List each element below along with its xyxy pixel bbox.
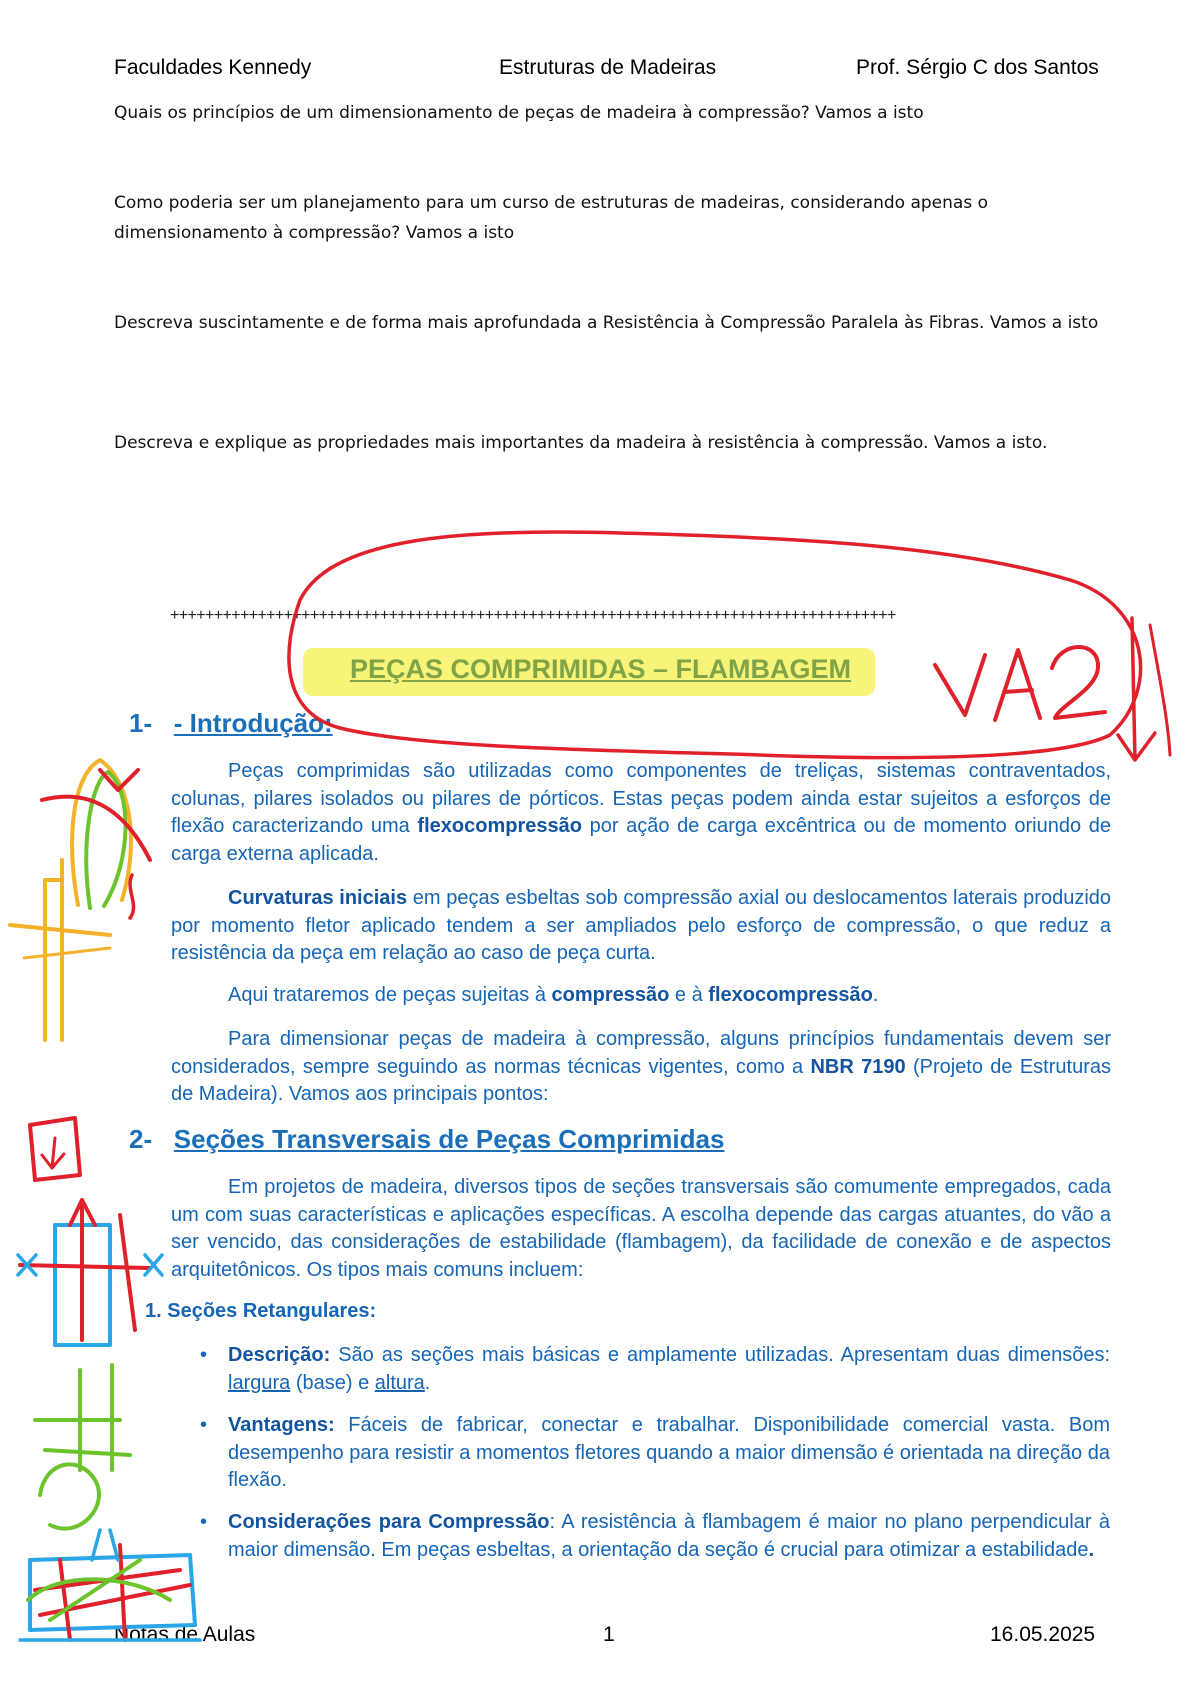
header-professor: Prof. Sérgio C dos Santos xyxy=(856,56,1099,79)
footer-page-number: 1 xyxy=(603,1623,615,1646)
footer-date: 16.05.2025 xyxy=(990,1623,1096,1646)
intro-paragraph-2: Curvaturas iniciais em peças esbeltas sob compressão axial ou deslocamentos laterais produzido por momento fletor aplicado tendem a ser ampliados pelo esforço de compressão, o que reduz a resistência da peça em relação ao caso de peça curta. xyxy=(171,887,1112,964)
va2-letter-v xyxy=(935,655,985,715)
red-arch-sketch xyxy=(42,770,150,860)
question-3: Descreva suscintamente e de forma mais aprofundada a Resistência à Compressão Paralela às Fibras. Vamos a isto xyxy=(114,313,1099,333)
section-2-number: 2- xyxy=(129,1124,153,1154)
bullet-icon: • xyxy=(200,1511,208,1533)
red-column-sketch xyxy=(20,1200,150,1340)
bullet-advantages: Vantagens: Fáceis de fabricar, conectar e trabalhar. Disponibilidade comercial vasta. Bom desempenho para resistir a momentos fletores quando a maior dimensão é orientada na direção da flexão. xyxy=(228,1414,1110,1491)
separator-line: +++++++++++++++++++++++++++++++++++++++++++++++++++++++++++++++++++++++++++++++++++ xyxy=(170,607,896,624)
header-course: Estruturas de Madeiras xyxy=(499,56,717,79)
question-4: Descreva e explique as propriedades mais importantes da madeira à resistência à compressão. Vamos a isto. xyxy=(114,433,1048,453)
header-institution: Faculdades Kennedy xyxy=(114,56,312,79)
bullet-icon: • xyxy=(200,1414,208,1436)
page-title: PEÇAS COMPRIMIDAS – FLAMBAGEM xyxy=(350,654,852,684)
footer-notes: Notas de Aulas xyxy=(114,1623,256,1646)
bullet-icon: • xyxy=(200,1344,208,1366)
va2-letter-a xyxy=(995,650,1040,720)
section-1-number: 1- xyxy=(129,708,153,738)
intro-paragraph-1: Peças comprimidas são utilizadas como componentes de treliças, sistemas contraventados, colunas, pilares isolados ou pilares de pórticos. Estas peças podem ainda estar sujeitos a esforços de flexão caracterizando uma flexocompressão por ação de carga excêntrica ou de momento oriundo de carga externa aplicada. xyxy=(171,760,1111,865)
question-1: Quais os princípios de um dimensionamento de peças de madeira à compressão? Vamos a isto xyxy=(114,103,924,123)
va2-digit-2 xyxy=(1052,647,1105,718)
bullet-compression: Considerações para Compressão: A resistência à flambagem é maior no plano perpendicular à maior dimensão. Em peças esbeltas, a orientação da seção é crucial para otimizar a estabilidade. xyxy=(228,1511,1110,1561)
sections-paragraph: Em projetos de madeira, diversos tipos de seções transversais são comumente empregados, cada um com suas características e aplicações específicas. A escolha depende das cargas atuantes, do vão a ser vencido, das considerações de estabilidade (flambagem), da facilidade de conexão e de aspectos arquitetônicos. Os tipos mais comuns incluem: xyxy=(171,1176,1111,1281)
bullet-description: Descrição: São as seções mais básicas e amplamente utilizadas. Apresentam duas dimensões: largura (base) e altura. xyxy=(228,1344,1110,1394)
intro-paragraph-4: Para dimensionar peças de madeira à compressão, alguns princípios fundamentais devem ser considerados, sempre seguindo as normas técnicas vigentes, como a NBR 7190 (Projeto de Estruturas de Madeira). Vamos aos principais pontos: xyxy=(171,1028,1111,1105)
red-ellipse-annotation xyxy=(289,532,1141,758)
subsection-rectangular: 1. Seções Retangulares: xyxy=(145,1300,377,1322)
green-column-sketch xyxy=(35,1365,130,1470)
question-2: Como poderia ser um planejamento para um curso de estruturas de madeiras, considerando apenas o dimensionamento à compressão? Vamos a isto xyxy=(114,193,988,243)
section-2-label: Seções Transversais de Peças Comprimidas xyxy=(173,1124,725,1154)
green-arch-sketch xyxy=(86,772,125,908)
section-1-label: - Introdução: xyxy=(173,708,333,738)
intro-paragraph-3: Aqui trataremos de peças sujeitas à compressão e à flexocompressão. xyxy=(228,984,879,1006)
